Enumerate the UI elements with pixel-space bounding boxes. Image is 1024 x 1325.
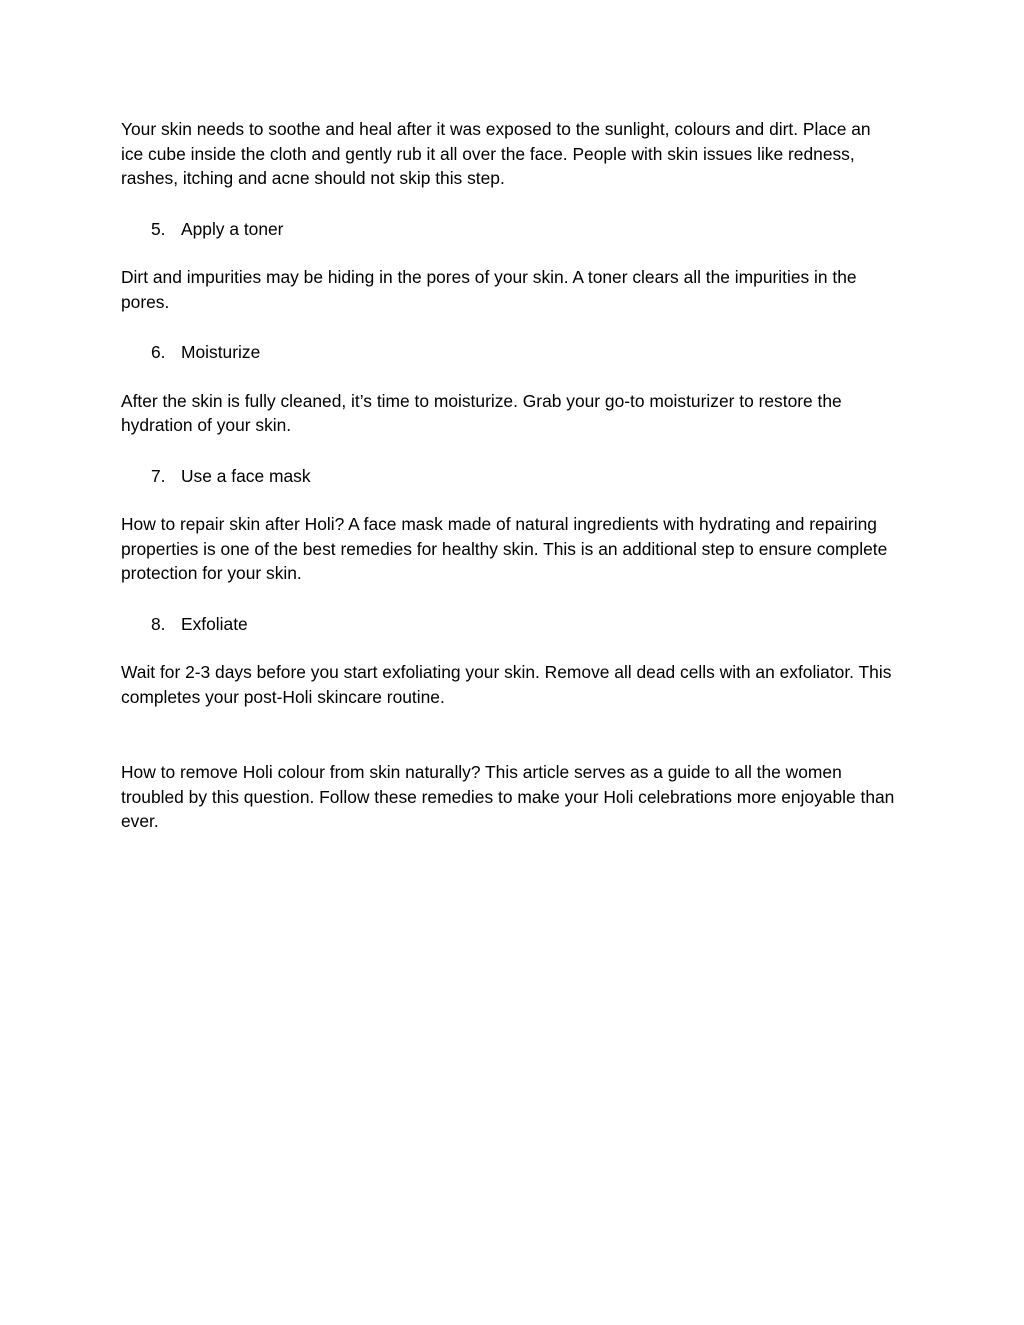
step-number: 5. bbox=[151, 218, 166, 239]
step-heading-exfoliate bbox=[121, 612, 896, 637]
step-heading-apply-toner bbox=[121, 217, 896, 242]
step-paragraph-face-mask: How to repair skin after Holi? A face mask made of natural ingredients with hydrating and repairing properties is one of the best remedies for healthy skin. This is an additional step to ensure complete protection for your skin. bbox=[121, 514, 888, 583]
step-heading-face-mask bbox=[121, 464, 896, 489]
step-paragraph-moisturize: After the skin is fully cleaned, it’s time to moisturize. Grab your go-to moisturizer to restore the hydration of your skin. bbox=[121, 390, 842, 435]
step-number: 8. bbox=[151, 613, 166, 634]
step-number: 6. bbox=[151, 342, 166, 362]
step-paragraph-exfoliate: Wait for 2-3 days before you start exfoliating your skin. Remove all dead cells with an exfoliator. This completes your post-Holi skincare routine. bbox=[121, 662, 892, 707]
step-title: Moisturize bbox=[181, 342, 261, 362]
document-body bbox=[121, 117, 896, 834]
step-number: 7. bbox=[151, 465, 166, 486]
step-title: Exfoliate bbox=[181, 613, 248, 634]
step-title: Use a face mask bbox=[181, 465, 311, 486]
intro-paragraph: Your skin needs to soothe and heal after it was exposed to the sunlight, colours and dirt. Place an ice cube inside the cloth and gently rub it all over the face. People with skin issues like redness, rashes, itching and acne should not skip this step. bbox=[121, 119, 871, 188]
conclusion-paragraph: How to remove Holi colour from skin naturally? This article serves as a guide to all the women troubled by this question. Follow these remedies to make your Holi celebrations more enjoyable than ever. bbox=[121, 762, 895, 831]
step-paragraph-apply-toner: Dirt and impurities may be hiding in the pores of your skin. A toner clears all the impurities in the pores. bbox=[121, 267, 857, 312]
step-title: Apply a toner bbox=[181, 218, 284, 239]
step-heading-moisturize bbox=[121, 340, 896, 365]
